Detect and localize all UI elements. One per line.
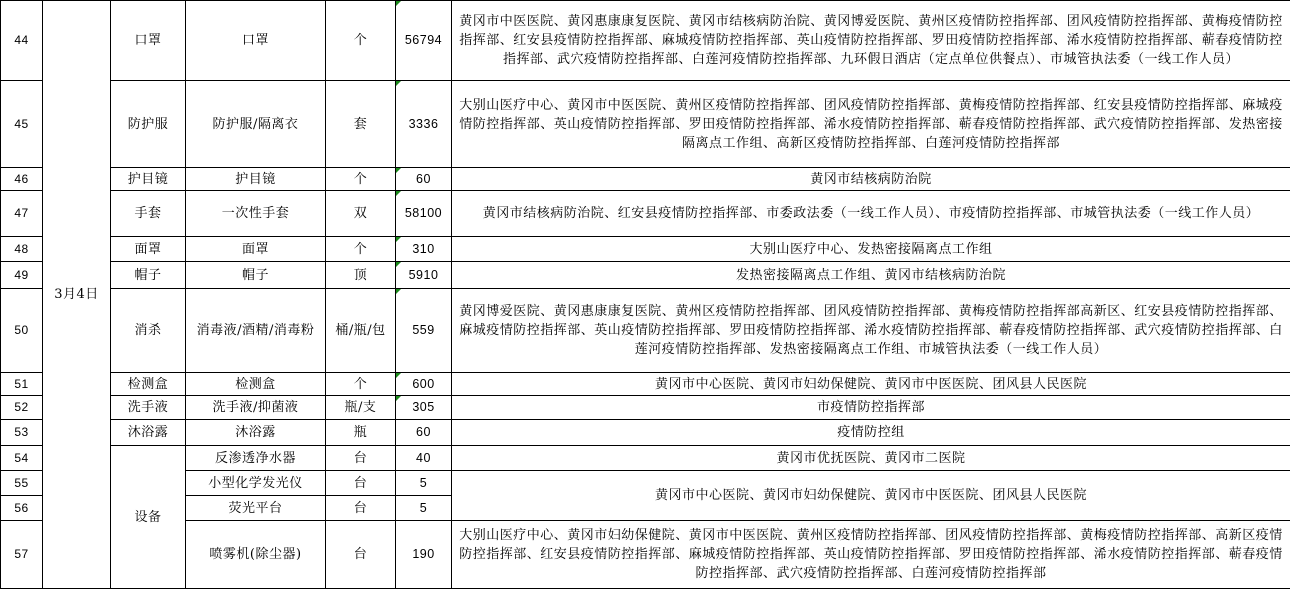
quantity-cell: 5910 (396, 262, 452, 289)
item-name-cell: 洗手液/抑菌液 (186, 396, 326, 420)
quantity-cell: 190 (396, 521, 452, 589)
row-number: 46 (1, 168, 43, 191)
row-number: 57 (1, 521, 43, 589)
row-number: 44 (1, 1, 43, 81)
category-cell: 帽子 (111, 262, 186, 289)
category-cell: 消杀 (111, 289, 186, 373)
item-name-cell: 口罩 (186, 1, 326, 81)
quantity-cell: 5 (396, 471, 452, 496)
row-number: 54 (1, 446, 43, 471)
recipients-cell: 黄冈市结核病防治院 (452, 168, 1290, 191)
item-name-cell: 喷雾机(除尘器) (186, 521, 326, 589)
row-number: 45 (1, 81, 43, 168)
item-name-cell: 消毒液/酒精/消毒粉 (186, 289, 326, 373)
table-row (1, 521, 1290, 589)
table-row (1, 262, 1290, 289)
category-cell: 面罩 (111, 237, 186, 262)
unit-cell: 瓶/支 (326, 396, 396, 420)
unit-cell: 瓶 (326, 420, 396, 446)
category-cell: 口罩 (111, 1, 186, 81)
table-row (1, 237, 1290, 262)
category-cell: 手套 (111, 191, 186, 237)
table-row (1, 289, 1290, 373)
unit-cell: 套 (326, 81, 396, 168)
unit-cell: 个 (326, 1, 396, 81)
recipients-cell: 市疫情防控指挥部 (452, 396, 1290, 420)
quantity-cell: 305 (396, 396, 452, 420)
unit-cell: 个 (326, 168, 396, 191)
table-row (1, 446, 1290, 471)
category-cell: 检测盒 (111, 373, 186, 396)
item-name-cell: 检测盒 (186, 373, 326, 396)
date-cell: 3月4日 (43, 1, 111, 589)
recipients-cell: 黄冈市优抚医院、黄冈市二医院 (452, 446, 1290, 471)
unit-cell: 台 (326, 446, 396, 471)
table-row (1, 396, 1290, 420)
category-cell: 护目镜 (111, 168, 186, 191)
recipients-cell: 大别山医疗中心、发热密接隔离点工作组 (452, 237, 1290, 262)
quantity-cell: 559 (396, 289, 452, 373)
recipients-cell: 黄冈博爱医院、黄冈惠康康复医院、黄州区疫情防控指挥部、团风疫情防控指挥部、黄梅疫情防控指挥部高新区、红安县疫情防控指挥部、麻城疫情防控指挥部、英山疫情防控指挥部、罗田疫情防控指挥部、浠水疫情防控指挥部、蕲春疫情防控指挥部、武穴疫情防控指挥部、白莲河疫情防控指挥部、发热密接隔离点工作组、市城管执法委（一线工作人员） (452, 289, 1290, 373)
recipients-cell: 大别山医疗中心、黄冈市中医医院、黄州区疫情防控指挥部、团风疫情防控指挥部、黄梅疫情防控指挥部、红安县疫情防控指挥部、麻城疫情防控指挥部、英山疫情防控指挥部、罗田疫情防控指挥部、浠水疫情防控指挥部、蕲春疫情防控指挥部、武穴疫情防控指挥部、发热密接隔离点工作组、高新区疫情防控指挥部、白莲河疫情防控指挥部 (452, 81, 1290, 168)
table-row (1, 1, 1290, 81)
row-number: 51 (1, 373, 43, 396)
quantity-cell: 40 (396, 446, 452, 471)
table-row (1, 81, 1290, 168)
item-name-cell: 反渗透净水器 (186, 446, 326, 471)
unit-cell: 台 (326, 496, 396, 521)
category-cell: 洗手液 (111, 396, 186, 420)
unit-cell: 个 (326, 373, 396, 396)
recipients-cell: 大别山医疗中心、黄冈市妇幼保健院、黄冈市中医医院、黄州区疫情防控指挥部、团风疫情防控指挥部、黄梅疫情防控指挥部、高新区疫情防控指挥部、红安县疫情防控指挥部、麻城疫情防控指挥部、英山疫情防控指挥部、罗田疫情防控指挥部、浠水疫情防控指挥部、蕲春疫情防控指挥部、武穴疫情防控指挥部、白莲河疫情防控指挥部 (452, 521, 1290, 589)
item-name-cell: 面罩 (186, 237, 326, 262)
recipients-cell: 黄冈市中心医院、黄冈市妇幼保健院、黄冈市中医医院、团风县人民医院 (452, 471, 1290, 521)
item-name-cell: 一次性手套 (186, 191, 326, 237)
item-name-cell: 防护服/隔离衣 (186, 81, 326, 168)
unit-cell: 桶/瓶/包 (326, 289, 396, 373)
row-number: 52 (1, 396, 43, 420)
row-number: 53 (1, 420, 43, 446)
category-cell: 沐浴露 (111, 420, 186, 446)
quantity-cell: 600 (396, 373, 452, 396)
row-number: 48 (1, 237, 43, 262)
unit-cell: 台 (326, 471, 396, 496)
recipients-cell: 疫情防控组 (452, 420, 1290, 446)
quantity-cell: 58100 (396, 191, 452, 237)
recipients-cell: 黄冈市中心医院、黄冈市妇幼保健院、黄冈市中医医院、团风县人民医院 (452, 373, 1290, 396)
category-cell: 设备 (111, 446, 186, 589)
item-name-cell: 荧光平台 (186, 496, 326, 521)
unit-cell: 顶 (326, 262, 396, 289)
unit-cell: 台 (326, 521, 396, 589)
unit-cell: 双 (326, 191, 396, 237)
recipients-cell: 黄冈市中医医院、黄冈惠康康复医院、黄冈市结核病防治院、黄冈博爱医院、黄州区疫情防控指挥部、团风疫情防控指挥部、黄梅疫情防控指挥部、红安县疫情防控指挥部、麻城疫情防控指挥部、英山疫情防控指挥部、罗田疫情防控指挥部、浠水疫情防控指挥部、蕲春疫情防控指挥部、武穴疫情防控指挥部、白莲河疫情防控指挥部、九环假日酒店（定点单位供餐点）、市城管执法委（一线工作人员） (452, 1, 1290, 81)
quantity-cell: 60 (396, 420, 452, 446)
quantity-cell: 56794 (396, 1, 452, 81)
unit-cell: 个 (326, 237, 396, 262)
row-number: 47 (1, 191, 43, 237)
quantity-cell: 60 (396, 168, 452, 191)
item-name-cell: 小型化学发光仪 (186, 471, 326, 496)
table-row (1, 471, 1290, 496)
table-row (1, 373, 1290, 396)
quantity-cell: 310 (396, 237, 452, 262)
category-cell: 防护服 (111, 81, 186, 168)
table-row (1, 420, 1290, 446)
row-number: 55 (1, 471, 43, 496)
row-number: 49 (1, 262, 43, 289)
row-number: 56 (1, 496, 43, 521)
recipients-cell: 发热密接隔离点工作组、黄冈市结核病防治院 (452, 262, 1290, 289)
item-name-cell: 沐浴露 (186, 420, 326, 446)
recipients-cell: 黄冈市结核病防治院、红安县疫情防控指挥部、市委政法委（一线工作人员）、市疫情防控指挥部、市城管执法委（一线工作人员） (452, 191, 1290, 237)
item-name-cell: 护目镜 (186, 168, 326, 191)
table-row (1, 191, 1290, 237)
table-row (1, 168, 1290, 191)
item-name-cell: 帽子 (186, 262, 326, 289)
row-number: 50 (1, 289, 43, 373)
quantity-cell: 5 (396, 496, 452, 521)
quantity-cell: 3336 (396, 81, 452, 168)
